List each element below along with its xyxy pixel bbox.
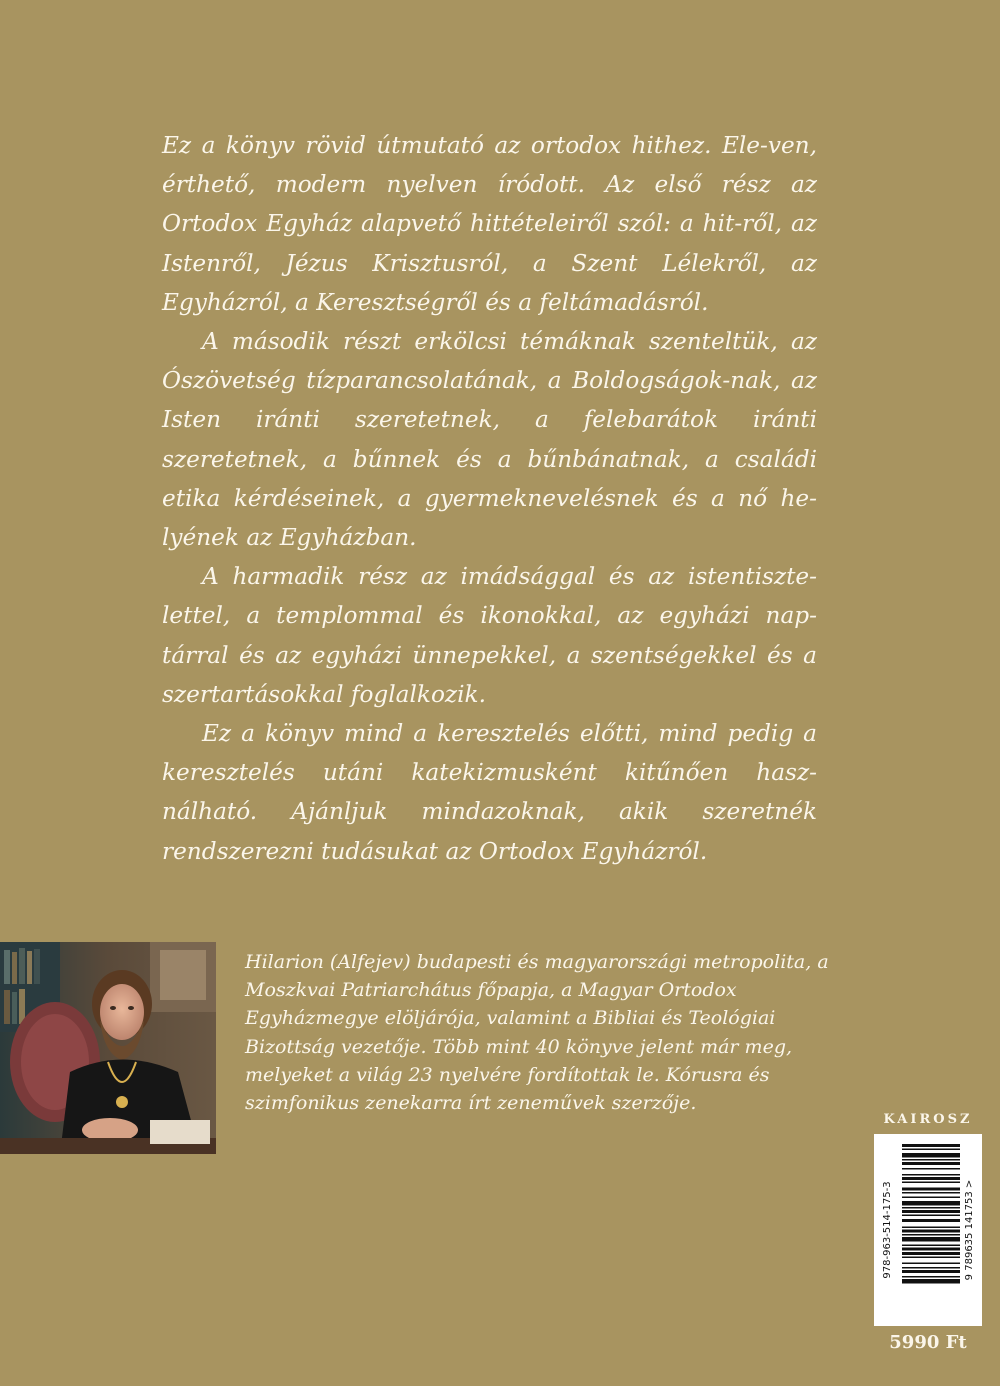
barcode-bar	[902, 1276, 960, 1278]
barcode-bar	[902, 1248, 960, 1251]
barcode-bar	[902, 1245, 960, 1247]
barcode-bar	[902, 1267, 960, 1269]
barcode-bar	[902, 1149, 960, 1151]
barcode-bar	[902, 1192, 960, 1194]
barcode-bar	[902, 1188, 960, 1191]
publisher-logo: KAIROSZ	[883, 1112, 973, 1127]
barcode-bar	[902, 1153, 960, 1158]
blurb-paragraph-1: Ez a könyv rövid útmutató az ortodox hithez. Ele-ven, érthető, modern nyelven íródott. Az első rész az Ortodox Egyház alapvető hittételeiről szól: a hit-ről, az Istenről, Jézus Krisztusról, a Szent Lélekről, az Egyházról, a Keresztségről és a feltámadásról.	[162, 132, 817, 316]
barcode-bar	[902, 1174, 960, 1176]
barcode-bar	[902, 1219, 960, 1222]
barcode-bar	[902, 1257, 960, 1259]
barcode-digits: 9 789635 141753 >	[964, 1179, 975, 1281]
barcode-bar	[902, 1215, 960, 1217]
barcode-bar	[902, 1159, 960, 1161]
barcode-bar	[902, 1263, 960, 1265]
barcode-bar	[902, 1252, 960, 1255]
barcode-bar	[902, 1168, 960, 1170]
blurb-paragraph-4: Ez a könyv mind a keresztelés előtti, mind pedig a keresztelés utáni katekizmusként kitűnően hasz-nálható. Ajánljuk mindazoknak, akik szeretnék rendszerezni tudásukat az Ortodox Egyházról.	[162, 720, 817, 865]
author-photo	[0, 942, 216, 1154]
barcode-bar	[902, 1230, 960, 1233]
blurb-paragraph-3: A harmadik rész az imádsággal és az istentiszte-lettel, a templommal és ikonokkal, az egyházi nap-tárral és az egyházi ünnepekkel, a szentségekkel és a szertartásokkal foglalkozik.	[162, 563, 817, 708]
isbn-barcode	[874, 1134, 982, 1326]
barcode-bar	[902, 1227, 960, 1229]
blurb-paragraph-2: A második részt erkölcsi témáknak szenteltük, az Ószövetség tízparancsolatának, a Boldogságok-nak, az Isten iránti szeretetnek, a felebarátok iránti szeretetnek, a bűnnek és a bűnbánatnak, a családi etika kérdéseinek, a gyermeknevelésnek és a nő he-lyének az Egyházban.	[162, 328, 817, 552]
author-bio	[245, 948, 835, 1117]
barcode-bar	[902, 1197, 960, 1199]
barcode-bar	[902, 1234, 960, 1236]
barcode-bar	[902, 1144, 960, 1147]
blurb-text	[162, 126, 817, 871]
barcode-bar	[902, 1210, 960, 1213]
author-photo-illustration	[0, 942, 216, 1154]
barcode-bar	[902, 1177, 960, 1180]
barcode-bar	[902, 1207, 960, 1209]
barcode-bar	[902, 1182, 960, 1184]
price-label: 5990 Ft	[889, 1332, 967, 1353]
barcode-bar	[902, 1237, 960, 1242]
barcode-bar	[902, 1162, 960, 1165]
barcode-bar	[902, 1270, 960, 1273]
barcode-graphic	[874, 1134, 982, 1326]
author-bio-text: Hilarion (Alfejev) budapesti és magyarországi metropolita, a Moszkvai Patriarchátus főpapja, a Magyar Ortodox Egyházmegye elöljárója, valamint a Bibliai és Teológiai Bizottság vezetője. Több mint 40 könyve jelent már meg, melyeket a világ 23 nyelvére fordítottak le. Kórusra és szimfonikus zenekarra írt zeneművek szerzője.	[245, 951, 829, 1115]
barcode-bar	[902, 1201, 960, 1206]
barcode-bar	[902, 1279, 960, 1284]
isbn-text: 978-963-514-175-3	[882, 1181, 893, 1279]
